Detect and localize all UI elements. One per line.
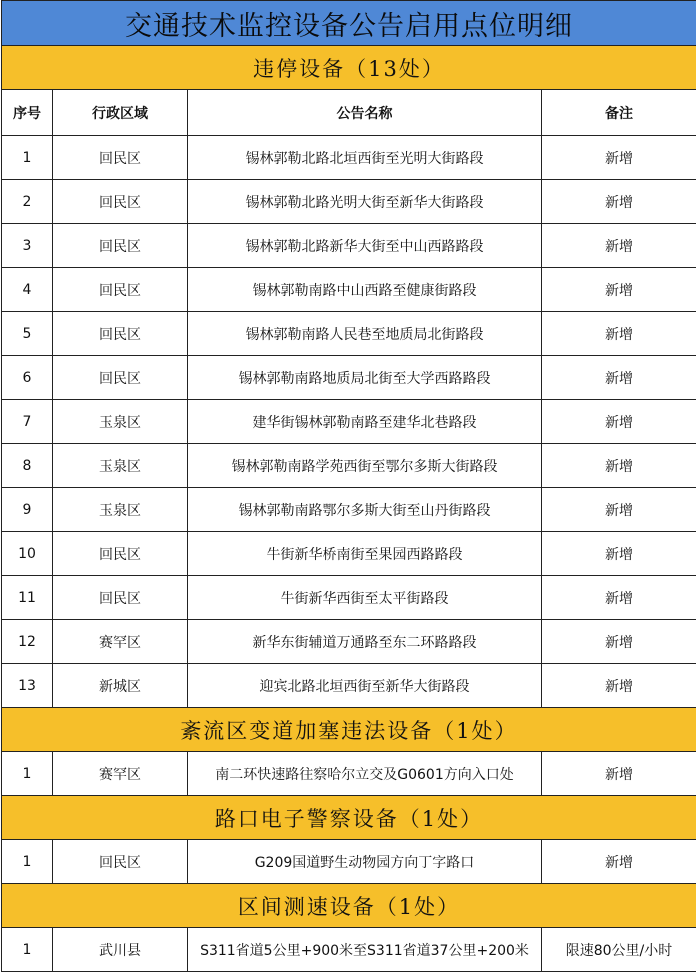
cell-location: 锡林郭勒北路新华大街至中山西路路段 <box>188 224 542 267</box>
cell-remark: 新增 <box>605 546 633 563</box>
cell-district: 回民区 <box>53 532 188 575</box>
cell-index: 9 <box>2 488 53 531</box>
cell-index: 1 <box>2 136 53 179</box>
cell-remark: 新增 <box>605 458 633 475</box>
table-row <box>2 928 696 972</box>
table-row <box>2 840 696 884</box>
cell-location: 南二环快速路往察哈尔立交及G0601方向入口处 <box>188 752 542 795</box>
table-row <box>2 752 696 796</box>
table-row <box>2 268 696 312</box>
table-row <box>2 136 696 180</box>
cell-remark: 新增 <box>605 678 633 695</box>
cell-location: 锡林郭勒南路鄂尔多斯大街至山丹街路段 <box>188 488 542 531</box>
cell-district: 回民区 <box>53 840 188 883</box>
cell-index: 4 <box>2 268 53 311</box>
header-index: 序号 <box>2 90 53 135</box>
cell-district: 玉泉区 <box>53 444 188 487</box>
cell-remark: 新增 <box>605 766 633 783</box>
cell-district: 回民区 <box>53 180 188 223</box>
cell-location: 迎宾北路北垣西街至新华大街路段 <box>188 664 542 707</box>
table-header-row <box>2 90 696 136</box>
cell-district: 回民区 <box>53 312 188 355</box>
cell-location: 锡林郭勒南路中山西路至健康街路段 <box>188 268 542 311</box>
table-row <box>2 400 696 444</box>
table-row <box>2 532 696 576</box>
cell-location: 建华街锡林郭勒南路至建华北巷路段 <box>188 400 542 443</box>
cell-location: 牛街新华桥南街至果园西路路段 <box>188 532 542 575</box>
cell-location: 锡林郭勒北路北垣西街至光明大街路段 <box>188 136 542 179</box>
table-row <box>2 664 696 708</box>
cell-index: 1 <box>2 752 53 795</box>
cell-remark: 新增 <box>605 370 633 387</box>
table-row <box>2 488 696 532</box>
cell-district: 赛罕区 <box>53 620 188 663</box>
header-district: 行政区域 <box>53 90 188 135</box>
notice-table <box>1 0 696 972</box>
cell-index: 2 <box>2 180 53 223</box>
section-header: 路口电子警察设备（1处） <box>2 796 696 840</box>
cell-remark: 新增 <box>605 194 633 211</box>
cell-index: 1 <box>2 840 53 883</box>
table-row <box>2 224 696 268</box>
cell-index: 11 <box>2 576 53 619</box>
section-header: 紊流区变道加塞违法设备（1处） <box>2 708 696 752</box>
cell-district: 回民区 <box>53 268 188 311</box>
header-location: 公告名称 <box>188 90 542 135</box>
cell-index: 3 <box>2 224 53 267</box>
cell-district: 新城区 <box>53 664 188 707</box>
cell-location: 锡林郭勒南路学苑西街至鄂尔多斯大街路段 <box>188 444 542 487</box>
section-header: 区间测速设备（1处） <box>2 884 696 928</box>
cell-location: 锡林郭勒北路光明大街至新华大街路段 <box>188 180 542 223</box>
cell-index: 5 <box>2 312 53 355</box>
cell-location: 牛街新华西街至太平街路段 <box>188 576 542 619</box>
cell-location: S311省道5公里+900米至S311省道37公里+200米 <box>188 928 542 971</box>
cell-district: 玉泉区 <box>53 488 188 531</box>
cell-remark: 新增 <box>605 414 633 431</box>
cell-remark: 新增 <box>605 502 633 519</box>
cell-district: 玉泉区 <box>53 400 188 443</box>
cell-district: 赛罕区 <box>53 752 188 795</box>
cell-location: 锡林郭勒南路人民巷至地质局北街路段 <box>188 312 542 355</box>
cell-index: 10 <box>2 532 53 575</box>
cell-remark: 新增 <box>605 282 633 299</box>
cell-remark: 新增 <box>605 590 633 607</box>
cell-district: 回民区 <box>53 136 188 179</box>
cell-remark: 限速80公里/小时 <box>565 942 673 959</box>
cell-remark: 新增 <box>605 150 633 167</box>
cell-remark: 新增 <box>605 238 633 255</box>
table-row <box>2 444 696 488</box>
section-header: 违停设备（13处） <box>2 46 696 90</box>
table-row <box>2 180 696 224</box>
cell-district: 回民区 <box>53 356 188 399</box>
table-row <box>2 620 696 664</box>
page-title: 交通技术监控设备公告启用点位明细 <box>2 0 696 46</box>
cell-index: 1 <box>2 928 53 971</box>
table-row <box>2 312 696 356</box>
cell-district: 回民区 <box>53 224 188 267</box>
cell-index: 12 <box>2 620 53 663</box>
cell-index: 7 <box>2 400 53 443</box>
header-remark: 备注 <box>605 105 633 122</box>
cell-district: 武川县 <box>53 928 188 971</box>
cell-remark: 新增 <box>605 854 633 871</box>
cell-index: 8 <box>2 444 53 487</box>
cell-location: 锡林郭勒南路地质局北街至大学西路路段 <box>188 356 542 399</box>
table-row <box>2 576 696 620</box>
cell-location: G209国道野生动物园方向丁字路口 <box>188 840 542 883</box>
cell-location: 新华东街辅道万通路至东二环路路段 <box>188 620 542 663</box>
cell-index: 13 <box>2 664 53 707</box>
cell-district: 回民区 <box>53 576 188 619</box>
table-row <box>2 356 696 400</box>
cell-index: 6 <box>2 356 53 399</box>
cell-remark: 新增 <box>605 634 633 651</box>
cell-remark: 新增 <box>605 326 633 343</box>
